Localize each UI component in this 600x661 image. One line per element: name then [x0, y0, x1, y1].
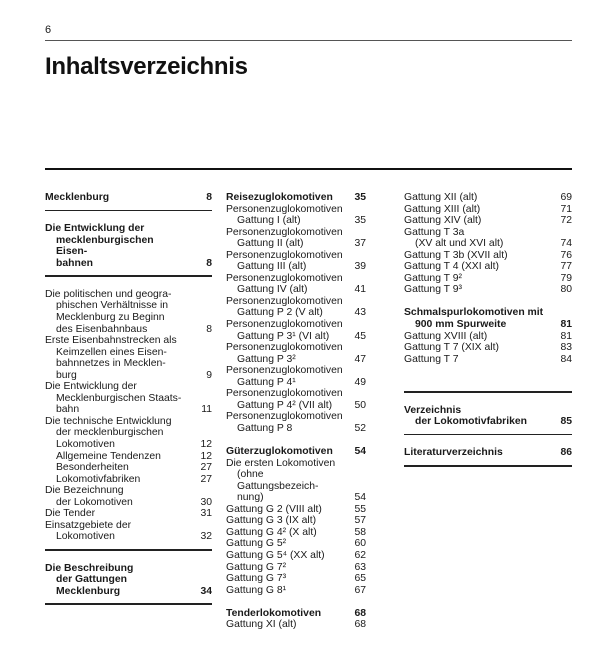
spacer — [226, 434, 366, 446]
toc-entry-title — [226, 296, 366, 319]
toc-entry-title — [226, 411, 366, 434]
toc-page-number: 85 — [560, 416, 572, 428]
toc-entry-title — [45, 474, 212, 486]
toc-entry-line: Gattung II (alt) — [237, 238, 304, 250]
toc-entry-line: (ohne Gattungsbezeich- — [237, 469, 319, 492]
toc-entry-line: Gattung XVIII (alt) — [404, 330, 488, 342]
toc-page-number: 77 — [560, 261, 572, 273]
toc-entry[interactable] — [226, 250, 366, 273]
toc-entry-line: Personenzuglokomotiven — [226, 388, 343, 400]
toc-section-heading[interactable] — [45, 192, 212, 204]
toc-page-number: 62 — [354, 549, 366, 561]
toc-entry-line: Personenzuglokomotiven — [226, 319, 343, 331]
toc-entry-line: Personenzuglokomotiven — [226, 342, 343, 354]
toc-page-number: 49 — [354, 376, 366, 388]
toc-entry[interactable] — [226, 296, 366, 319]
toc-page-number: 9 — [206, 369, 212, 381]
toc-entry-line: bahnnetzes in Mecklen- — [56, 358, 166, 370]
toc-entry-title — [404, 307, 572, 330]
toc-entry-title — [45, 416, 212, 451]
toc-entry-line: Schmalspurlokomotiven mit — [404, 307, 544, 319]
toc-entry-line: Personenzuglokomotiven — [226, 249, 343, 261]
toc-page-number: 37 — [354, 238, 366, 250]
header-rule — [45, 40, 572, 41]
toc-page-number: 63 — [354, 561, 366, 573]
toc-page-number: 68 — [354, 607, 366, 619]
toc-column-middle — [226, 192, 366, 631]
toc-entry[interactable] — [404, 250, 572, 262]
spacer — [45, 551, 212, 563]
toc-entry-line: Gattung G 3 (IX alt) — [226, 515, 317, 527]
toc-entry-line: Die ersten Lokomotiven — [226, 457, 336, 469]
toc-entry[interactable] — [404, 261, 572, 273]
toc-page-number: 27 — [200, 473, 212, 485]
toc-page-number: 41 — [354, 284, 366, 296]
toc-entry-line: Gattung G 7² — [226, 561, 287, 573]
toc-entry-title — [226, 388, 366, 411]
toc-entry[interactable] — [226, 227, 366, 250]
toc-entry-title — [226, 619, 366, 631]
spacer — [404, 296, 572, 308]
toc-entry[interactable] — [226, 619, 366, 631]
toc-entry-title — [45, 563, 212, 598]
spacer — [404, 365, 572, 391]
toc-entry-title — [226, 527, 366, 539]
toc-page-number: 57 — [354, 515, 366, 527]
toc-entry-line: Tenderlokomotiven — [226, 607, 322, 619]
toc-entry-line: Mecklenburg — [45, 192, 110, 203]
toc-entry-line: der Gattungen — [56, 574, 128, 586]
toc-entry[interactable] — [404, 273, 572, 285]
toc-entry-line: phischen Verhältnisse in — [56, 300, 169, 312]
toc-entry-title — [404, 250, 572, 262]
toc-entry-line: Verzeichnis — [404, 404, 462, 416]
spacer — [45, 277, 212, 289]
toc-page-number: 79 — [560, 272, 572, 284]
toc-entry-title — [226, 608, 366, 620]
toc-page-number: 39 — [354, 261, 366, 273]
toc-entry-line: Einsatzgebiete der — [45, 519, 132, 531]
toc-entry-title — [45, 381, 212, 416]
toc-entry-line: Gattung G 2 (VIII alt) — [226, 503, 322, 515]
toc-entry-line: Die technische Entwicklung — [45, 415, 172, 427]
toc-page-number: 54 — [354, 492, 366, 504]
toc-entry-line: Personenzuglokomotiven — [226, 203, 343, 215]
toc-entry[interactable] — [226, 562, 366, 574]
toc-entry[interactable] — [226, 550, 366, 562]
toc-entry-line: der mecklenburgischen — [56, 427, 164, 439]
toc-entry-title — [226, 204, 366, 227]
toc-page-number: 31 — [200, 508, 212, 520]
toc-entry-line: der Lokomotivfabriken — [415, 416, 528, 428]
toc-entry-line: Reisezuglokomotiven — [226, 192, 333, 203]
toc-entry[interactable] — [45, 462, 212, 474]
toc-entry[interactable] — [404, 354, 572, 366]
toc-entry-line: Güterzuglokomotiven — [226, 446, 333, 458]
toc-column-left — [45, 192, 212, 617]
toc-entry-title — [226, 365, 366, 388]
toc-page-number: 35 — [354, 192, 366, 203]
spacer — [45, 211, 212, 223]
toc-entry-title — [45, 223, 212, 269]
toc-entry-line: Gattung P 8 — [237, 422, 293, 434]
page-title: Inhaltsverzeichnis — [45, 53, 248, 80]
toc-entry-line: 900 mm Spurweite — [415, 319, 507, 331]
toc-entry-title — [226, 192, 366, 204]
toc-section-heading[interactable] — [404, 307, 572, 330]
toc-entry[interactable] — [404, 342, 572, 354]
toc-entry-title — [226, 446, 366, 458]
toc-page-number: 55 — [354, 503, 366, 515]
toc-entry[interactable] — [45, 416, 212, 451]
toc-page-number: 27 — [200, 462, 212, 474]
toc-entry-line: Gattung T 9² — [404, 272, 462, 284]
toc-entry-line: Lokomotivfabriken — [56, 473, 141, 485]
toc-entry-title — [404, 447, 572, 459]
toc-entry-line: Gattung P 3¹ (VI alt) — [237, 330, 330, 342]
toc-entry-line: Lokomotiven — [56, 531, 115, 543]
toc-entry-title — [226, 458, 366, 504]
toc-entry-title — [404, 331, 572, 343]
toc-entry-line: Mecklenburg — [56, 585, 121, 597]
toc-entry[interactable] — [45, 335, 212, 381]
toc-entry-title — [45, 335, 212, 381]
toc-entry[interactable] — [45, 451, 212, 463]
toc-entry[interactable] — [404, 192, 572, 204]
toc-page-number: 68 — [354, 619, 366, 631]
toc-page-number: 45 — [354, 330, 366, 342]
toc-entry-title — [226, 573, 366, 585]
toc-entry-title — [404, 405, 572, 428]
toc-entry-line: Personenzuglokomotiven — [226, 365, 343, 377]
toc-page-number: 8 — [206, 257, 212, 269]
toc-entry-line: Gattung T 9³ — [404, 284, 462, 296]
toc-section-heading[interactable] — [226, 446, 366, 458]
toc-entry-line: Gattung I (alt) — [237, 215, 301, 227]
toc-entry-line: Gattung G 8¹ — [226, 584, 287, 596]
toc-entry-title — [404, 342, 572, 354]
toc-page-number: 72 — [560, 215, 572, 227]
toc-entry-title — [45, 485, 212, 508]
toc-entry-line: Besonderheiten — [56, 462, 129, 474]
toc-page-number: 74 — [560, 238, 572, 250]
toc-entry[interactable] — [45, 485, 212, 508]
toc-entry-line: bahn — [56, 404, 80, 416]
toc-section-heading[interactable] — [45, 223, 212, 269]
spacer — [404, 393, 572, 405]
toc-entry-line: Lokomotiven — [56, 439, 115, 451]
toc-page-number: 12 — [200, 450, 212, 462]
toc-entry-line: Gattung P 3² — [237, 353, 296, 365]
toc-entry-title — [45, 520, 212, 543]
toc-entry[interactable] — [45, 289, 212, 335]
toc-entry-line: burg — [56, 369, 77, 381]
toc-entry[interactable] — [226, 273, 366, 296]
toc-entry[interactable] — [226, 319, 366, 342]
toc-page-number: 8 — [206, 323, 212, 335]
toc-entry[interactable] — [226, 204, 366, 227]
toc-page-number: 11 — [201, 404, 212, 416]
toc-entry-title — [226, 550, 366, 562]
toc-entry-title — [45, 462, 212, 474]
toc-entry[interactable] — [404, 227, 572, 250]
toc-entry-title — [226, 538, 366, 550]
toc-entry-line: Die politischen und geogra- — [45, 288, 172, 300]
toc-entry-line: Gattung P 4¹ — [237, 376, 296, 388]
toc-page-number: 81 — [560, 319, 572, 331]
toc-entry[interactable] — [404, 215, 572, 227]
toc-entry-line: Gattung XI (alt) — [226, 619, 297, 631]
toc-entry[interactable] — [404, 284, 572, 296]
toc-entry-line: Personenzuglokomotiven — [226, 226, 343, 238]
toc-page-number: 67 — [354, 584, 366, 596]
toc-entry[interactable] — [226, 342, 366, 365]
toc-entry-line: Gattung P 4² (VII alt) — [237, 399, 333, 411]
toc-page-number: 35 — [354, 215, 366, 227]
toc-entry[interactable] — [226, 365, 366, 388]
toc-entry-line: Die Entwicklung der — [45, 223, 145, 235]
toc-entry-line: Die Beschreibung — [45, 562, 134, 574]
spacer — [45, 605, 212, 617]
toc-entry-title — [404, 227, 572, 250]
toc-entry-title — [404, 192, 572, 204]
toc-entry-line: Gattung XII (alt) — [404, 192, 478, 203]
toc-entry-line: Mecklenburg zu Beginn — [56, 312, 165, 324]
toc-entry-line: nung) — [237, 492, 264, 504]
toc-entry-line: Personenzuglokomotiven — [226, 295, 343, 307]
toc-page-number: 80 — [560, 284, 572, 296]
toc-entry-line: Erste Eisenbahnstrecken als — [45, 335, 177, 347]
toc-entry-line: Die Bezeichnung — [45, 485, 124, 497]
toc-entry-title — [45, 192, 212, 204]
toc-entry-title — [404, 261, 572, 273]
toc-page-number: 86 — [560, 447, 572, 459]
toc-entry-title — [226, 342, 366, 365]
toc-entry-line: Literaturverzeichnis — [404, 447, 503, 459]
toc-page-number: 8 — [206, 192, 212, 203]
toc-page-number: 32 — [200, 531, 212, 543]
toc-entry-line: Personenzuglokomotiven — [226, 272, 343, 284]
toc-page-number: 34 — [200, 585, 212, 597]
toc-entry-title — [404, 284, 572, 296]
toc-entry-line: Gattung P 2 (V alt) — [237, 307, 323, 319]
toc-entry-line: Gattung T 7 — [404, 353, 459, 365]
toc-entry-line: Gattung G 7³ — [226, 573, 287, 585]
toc-entry-line: Personenzuglokomotiven — [226, 411, 343, 423]
toc-entry-title — [226, 562, 366, 574]
toc-entry-line: der Lokomotiven — [56, 496, 133, 508]
toc-entry-line: Gattung G 5⁴ (XX alt) — [226, 549, 325, 561]
toc-page-number: 76 — [560, 249, 572, 261]
toc-entry-line: (XV alt und XVI alt) — [415, 238, 504, 250]
toc-entry[interactable] — [226, 504, 366, 516]
toc-entry[interactable] — [45, 474, 212, 486]
toc-entry-line: des Eisenbahnbaus — [56, 323, 148, 335]
toc-entry-title — [226, 515, 366, 527]
toc-page-number: 30 — [200, 496, 212, 508]
toc-page-number: 60 — [354, 538, 366, 550]
toc-entry-line: Die Tender — [45, 508, 96, 520]
toc-page-number: 71 — [560, 203, 572, 215]
toc-entry-line: Gattung III (alt) — [237, 261, 307, 273]
title-rule — [45, 168, 572, 170]
toc-entry-title — [45, 451, 212, 463]
toc-entry-line: Allgemeine Tendenzen — [56, 450, 161, 462]
toc-entry[interactable] — [226, 458, 366, 504]
spacer — [404, 435, 572, 447]
toc-entry-line: Die Entwicklung der — [45, 381, 137, 393]
toc-entry[interactable] — [404, 331, 572, 343]
spacer — [226, 596, 366, 608]
toc-entry[interactable] — [45, 508, 212, 520]
toc-entry[interactable] — [226, 538, 366, 550]
toc-entry-title — [404, 204, 572, 216]
toc-entry-title — [226, 250, 366, 273]
toc-section-heading[interactable] — [226, 192, 366, 204]
toc-page-number: 69 — [560, 192, 572, 203]
toc-section-heading[interactable] — [45, 563, 212, 598]
toc-entry-title — [45, 289, 212, 335]
toc-entry[interactable] — [226, 515, 366, 527]
toc-entry[interactable] — [226, 527, 366, 539]
toc-entry[interactable] — [226, 411, 366, 434]
toc-page-number: 58 — [354, 526, 366, 538]
toc-entry[interactable] — [404, 204, 572, 216]
toc-page-number: 65 — [354, 573, 366, 585]
toc-page-number: 84 — [560, 353, 572, 365]
toc-entry-title — [226, 227, 366, 250]
toc-entry-line: Mecklenburgischen Staats- — [56, 392, 182, 404]
toc-entry-title — [226, 585, 366, 597]
toc-entry-line: bahnen — [56, 257, 93, 269]
toc-entry-title — [404, 215, 572, 227]
toc-entry-line: Gattung T 7 (XIX alt) — [404, 342, 499, 354]
toc-column-right — [404, 192, 572, 479]
toc-page-number: 50 — [354, 399, 366, 411]
toc-entry-line: Keimzellen eines Eisen- — [56, 346, 167, 358]
toc-entry-title — [226, 319, 366, 342]
toc-page-number: 43 — [354, 307, 366, 319]
toc-entry-title — [404, 273, 572, 285]
toc-page-number: 54 — [354, 446, 366, 458]
toc-entry-line: mecklenburgischen Eisen- — [56, 234, 154, 258]
toc-entry-title — [226, 504, 366, 516]
toc-entry-title — [45, 508, 212, 520]
toc-entry[interactable] — [226, 388, 366, 411]
toc-entry-line: Gattung T 3b (XVII alt) — [404, 249, 508, 261]
toc-section-heading[interactable] — [404, 405, 572, 428]
toc-entry-line: Gattung XIII (alt) — [404, 203, 481, 215]
spacer — [404, 467, 572, 479]
toc-entry-line: Gattung IV (alt) — [237, 284, 308, 296]
toc-entry[interactable] — [226, 573, 366, 585]
toc-page-number: 12 — [200, 439, 212, 451]
toc-section-heading[interactable] — [226, 608, 366, 620]
toc-entry-line: Gattung XIV (alt) — [404, 215, 482, 227]
toc-entry-title — [404, 354, 572, 366]
toc-entry[interactable] — [45, 520, 212, 543]
toc-page-number: 47 — [354, 353, 366, 365]
toc-entry-title — [226, 273, 366, 296]
toc-entry-line: Gattung G 5² — [226, 538, 287, 550]
toc-section-heading[interactable] — [404, 447, 572, 459]
toc-page-number: 81 — [560, 330, 572, 342]
toc-page-number: 83 — [560, 342, 572, 354]
toc-entry-line: Gattung T 3a — [404, 226, 465, 238]
toc-entry-line: Gattung T 4 (XXI alt) — [404, 261, 499, 273]
toc-entry-line: Gattung G 4² (X alt) — [226, 526, 317, 538]
page-number: 6 — [45, 24, 52, 36]
toc-entry[interactable] — [45, 381, 212, 416]
toc-entry[interactable] — [226, 585, 366, 597]
toc-page-number: 52 — [354, 422, 366, 434]
